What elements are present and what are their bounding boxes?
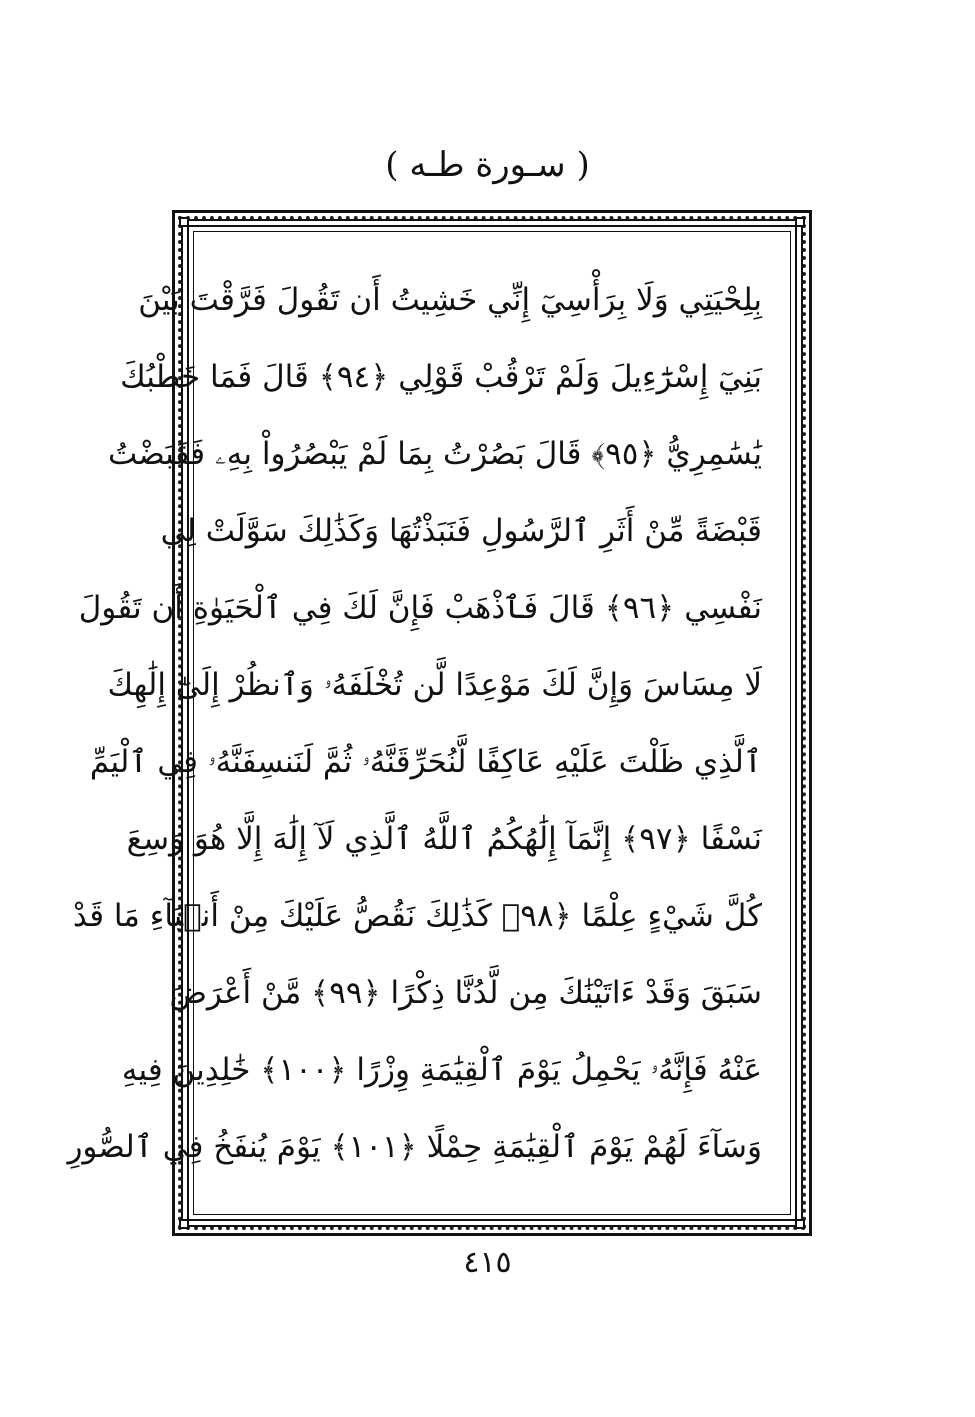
verse-line-8: نَسْفًا ﴿٩٧﴾ إِنَّمَآ إِلَٰهُكُمُ ٱللَّهُ ٱلَّذِي لَآ إِلَٰهَ إِلَّا هُوَ وَسِعَ bbox=[126, 821, 762, 857]
corner-ornament-top-right bbox=[795, 217, 805, 227]
corner-ornament-bottom-right bbox=[795, 1219, 805, 1229]
verse-line-6: لَا مِسَاسَ وَإِنَّ لَكَ مَوْعِدًا لَّن تُخْلَفَهُۥ وَٱنظُرْ إِلَىٰٓ إِلَٰهِكَ bbox=[107, 667, 762, 703]
verse-line-11: عَنْهُ فَإِنَّهُۥ يَحْمِلُ يَوْمَ ٱلْقِيَٰمَةِ وِزْرًا ﴿١٠٠﴾ خَٰلِدِينَ فِيهِ bbox=[121, 1052, 762, 1088]
surah-title: ( سـورة طـه ) bbox=[385, 145, 590, 185]
verse-line-1: بِلِحْيَتِي وَلَا بِرَأْسِيٓ إِنِّي خَشِيتُ أَن تَقُولَ فَرَّقْتَ بَيْنَ bbox=[138, 282, 762, 318]
verse-line-9: كُلَّ شَيْءٍ عِلْمًا ﴿٩٨﴾ كَذَٰلِكَ نَقُصُّ عَلَيْكَ مِنْ أَنۢبَآءِ مَا قَدْ bbox=[72, 898, 762, 934]
page-number: ٤١٥ bbox=[463, 1245, 512, 1280]
verse-line-10: سَبَقَ وَقَدْ ءَاتَيْنَٰكَ مِن لَّدُنَّا ذِكْرًا ﴿٩٩﴾ مَّنْ أَعْرَضَ bbox=[169, 975, 762, 1011]
verse-line-5: نَفْسِي ﴿٩٦﴾ قَالَ فَٱذْهَبْ فَإِنَّ لَكَ فِي ٱلْحَيَوٰةِ أَن تَقُولَ bbox=[78, 590, 762, 626]
verse-line-4: قَبْضَةً مِّنْ أَثَرِ ٱلرَّسُولِ فَنَبَذْتُهَا وَكَذَٰلِكَ سَوَّلَتْ لِي bbox=[160, 513, 762, 549]
verse-text-block bbox=[67, 262, 762, 1192]
verse-line-12: وَسَآءَ لَهُمْ يَوْمَ ٱلْقِيَٰمَةِ حِمْلًا ﴿١٠١﴾ يَوْمَ يُنفَخُ فِي ٱلصُّورِ bbox=[67, 1129, 762, 1165]
corner-ornament-top-left bbox=[179, 217, 189, 227]
verse-line-3: يَٰسَٰمِرِيُّ ﴿٩٥﴾ قَالَ بَصُرْتُ بِمَا لَمْ يَبْصُرُواْ بِهِۦ فَقَبَضْتُ bbox=[107, 436, 762, 472]
verse-line-7: ٱلَّذِي ظَلْتَ عَلَيْهِ عَاكِفًا لَّنُحَرِّقَنَّهُۥ ثُمَّ لَنَنسِفَنَّهُۥ فِي ٱلْيَمِّ bbox=[89, 744, 762, 780]
verse-line-2: بَنِيٓ إِسْرَٰٓءِيلَ وَلَمْ تَرْقُبْ قَوْلِي ﴿٩٤﴾ قَالَ فَمَا خَطْبُكَ bbox=[120, 359, 762, 395]
corner-ornament-bottom-left bbox=[179, 1219, 189, 1229]
